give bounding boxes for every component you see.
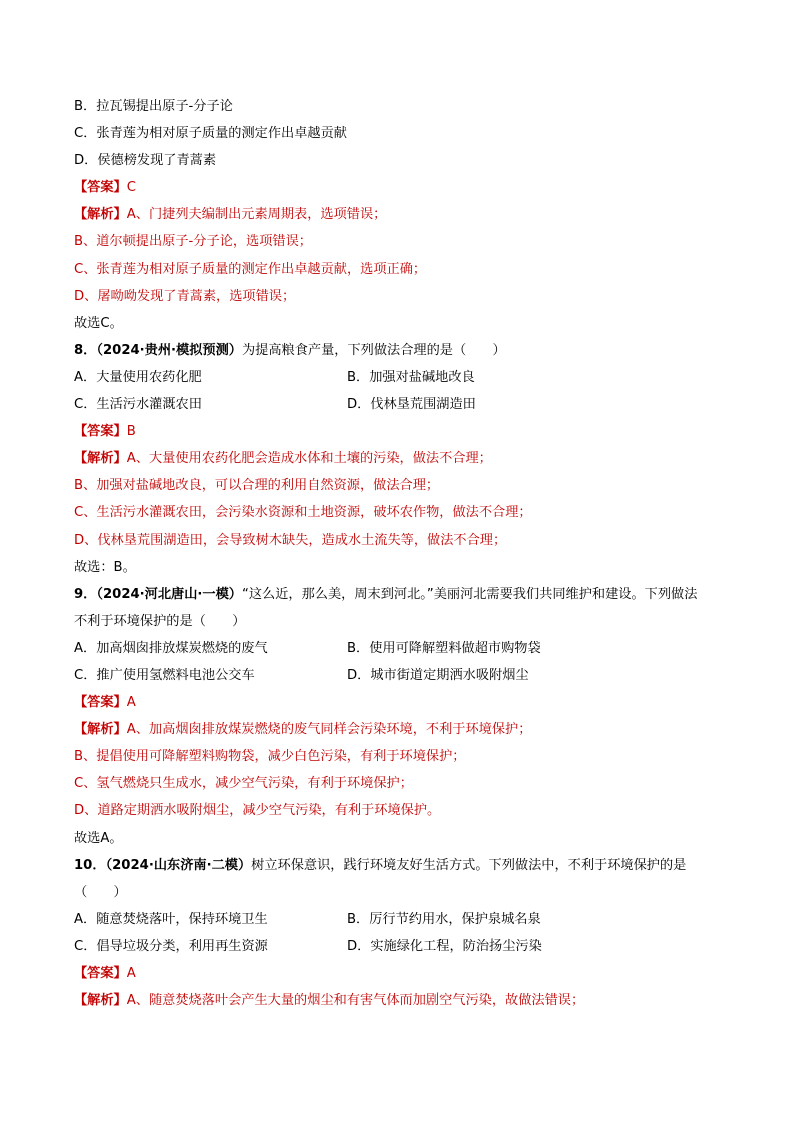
question-source: （2024·贵州·模拟预测） <box>96 342 242 358</box>
q10-option-b: B．厉行节约用水，保护泉城名泉 <box>347 911 541 927</box>
answer-value: B <box>126 424 136 440</box>
q7-analysis-line-4: D、屠呦呦发现了青蒿素，选项错误； <box>74 288 296 304</box>
question-number: 10． <box>74 857 106 873</box>
q7-conclusion: 故选C。 <box>74 315 123 331</box>
question-source: （2024·河北唐山·一模） <box>96 586 242 602</box>
q10-options-row-2 <box>74 933 734 960</box>
q8-option-d: D．伐林垦荒围湖造田 <box>347 397 476 413</box>
analysis-tag: 【解析】 <box>74 451 127 467</box>
q9-option-c: C．推广使用氢燃料电池公交车 <box>74 667 255 683</box>
question-stem: 为提高粮食产量，下列做法合理的是（ ） <box>242 342 506 358</box>
q9-analysis-line-3: C、氢气燃烧只生成水，减少空气污染，有利于环境保护； <box>74 776 413 792</box>
analysis-tag: 【解析】 <box>74 207 127 223</box>
q9-stem-line-1 <box>74 581 734 608</box>
analysis-tag: 【解析】 <box>74 722 127 738</box>
q10-analysis-line-1 <box>74 987 734 1014</box>
answer-tag: 【答案】 <box>74 966 127 981</box>
answer-value: A <box>126 966 136 981</box>
q7-analysis-line-2: B、道尔顿提出原子-分子论，选项错误； <box>74 234 312 250</box>
question-number: 8． <box>74 342 97 358</box>
q9-option-b: B．使用可降解塑料做超市购物袋 <box>347 640 541 656</box>
q9-options-row-1 <box>74 635 734 662</box>
q8-option-b: B．加强对盐碱地改良 <box>347 369 475 385</box>
q7-option-d: D．侯德榜发现了青蒿素 <box>74 153 217 169</box>
q10-option-c: C．倡导垃圾分类，利用再生资源 <box>74 938 268 954</box>
answer-value: C <box>126 180 136 196</box>
q10-stem-line-2: （ ） <box>74 884 127 900</box>
q9-analysis-line-2: B、提倡使用可降解塑料购物袋，减少白色污染，有利于环境保护； <box>74 749 466 765</box>
q7-answer <box>74 174 734 201</box>
answer-tag: 【答案】 <box>74 695 127 711</box>
analysis-tag: 【解析】 <box>74 993 127 1009</box>
question-number: 9． <box>74 586 97 602</box>
q8-options-row-2 <box>74 391 734 418</box>
q9-stem-line-2: 不利于环境保护的是（ ） <box>74 613 246 629</box>
answer-tag: 【答案】 <box>74 424 127 440</box>
q8-options-row-1 <box>74 364 734 391</box>
q8-option-c: C．生活污水灌溉农田 <box>74 397 202 413</box>
q8-analysis-line-3: C、生活污水灌溉农田，会污染水资源和土地资源，破坏农作物，做法不合理； <box>74 505 532 521</box>
question-source: （2024·山东济南·二模） <box>105 857 252 873</box>
q9-conclusion: 故选A。 <box>74 830 123 846</box>
q9-option-d: D．城市街道定期洒水吸附烟尘 <box>347 667 529 683</box>
analysis-text: A、随意焚烧落叶会产生大量的烟尘和有害气体而加剧空气污染，故做法错误； <box>126 993 585 1009</box>
q8-conclusion: 故选：B。 <box>74 559 136 575</box>
q8-stem <box>74 337 734 364</box>
document-content <box>74 93 734 1014</box>
q7-analysis-line-3: C、张青莲为相对原子质量的测定作出卓越贡献，选项正确； <box>74 261 427 277</box>
q7-option-c: C．张青莲为相对原子质量的测定作出卓越贡献 <box>74 126 347 142</box>
q10-options-row-1 <box>74 906 734 933</box>
q9-analysis-line-4: D、道路定期洒水吸附烟尘，减少空气污染，有利于环境保护。 <box>74 803 441 819</box>
analysis-text: A、大量使用农药化肥会造成水体和土壤的污染，做法不合理； <box>126 451 492 467</box>
q9-options-row-2 <box>74 662 734 689</box>
q7-analysis-line-1 <box>74 201 734 228</box>
q10-answer <box>74 960 734 987</box>
q8-analysis-line-4: D、伐林垦荒围湖造田，会导致树木缺失，造成水土流失等，做法不合理； <box>74 532 507 548</box>
q8-answer <box>74 418 734 445</box>
q8-analysis-line-2: B、加强对盐碱地改良，可以合理的利用自然资源，做法合理； <box>74 478 440 494</box>
q10-stem-line-1 <box>74 852 734 879</box>
question-stem: 树立环保意识，践行环境友好生活方式。下列做法中，不利于环境保护的是 <box>251 857 687 873</box>
q7-option-b: B．拉瓦锡提出原子-分子论 <box>74 99 233 114</box>
analysis-text: A、门捷列夫编制出元素周期表，选项错误； <box>126 207 387 223</box>
question-stem: “这么近，那么美，周末到河北。”美丽河北需要我们共同维护和建设。下列做法 <box>242 586 698 602</box>
answer-value: A <box>126 695 136 711</box>
q8-analysis-line-1 <box>74 445 734 472</box>
q9-analysis-line-1 <box>74 716 734 743</box>
analysis-text: A、加高烟囱排放煤炭燃烧的废气同样会污染环境，不利于环境保护； <box>126 722 532 738</box>
q10-option-d: D．实施绿化工程，防治扬尘污染 <box>347 938 542 954</box>
q10-option-a: A．随意焚烧落叶，保持环境卫生 <box>74 911 268 927</box>
q8-option-a: A．大量使用农药化肥 <box>74 369 202 385</box>
q9-answer <box>74 689 734 716</box>
answer-tag: 【答案】 <box>74 180 127 196</box>
q9-option-a: A．加高烟囱排放煤炭燃烧的废气 <box>74 640 268 656</box>
